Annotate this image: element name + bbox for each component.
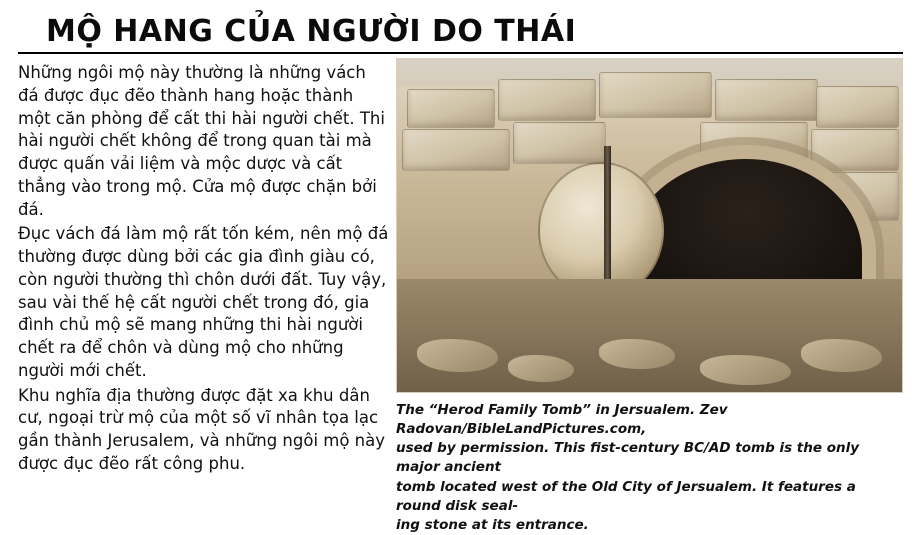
stone-block: [402, 129, 510, 171]
content-columns: [0, 56, 921, 533]
stone-block: [700, 122, 808, 161]
figure: [396, 58, 903, 535]
paragraph-2: Đục vách đá làm mộ rất tốn kém, nên mộ đá thường được dùng bởi các gia đình giàu có, còn người thường thì chôn dưới đất. Tuy vậy, sau vài thế hệ cất người chết trong đó, gia đình chủ mộ sẽ mang những thi hài người chết ra để chôn và dùng mộ cho những người mới chết.: [18, 224, 389, 380]
article-text-column: [18, 62, 390, 478]
tomb-photograph: [396, 58, 903, 393]
paragraph-1: Những ngôi mộ này thường là những vách đá được đục đẽo thành hang hoặc thành một căn phòng để cất thi hài người chết. Thi hài người chết không để trong quan tài mà được quấn vải liệm và mộc dược và cất thẳng vào trong mộ. Cửa mộ được chặn bởi đá.: [18, 63, 385, 219]
caption-line-4: ing stone at its entrance.: [396, 516, 589, 533]
metal-post: [604, 146, 611, 299]
figure-caption: [396, 401, 903, 535]
page-title: MỘ HANG CỦA NGƯỜI DO THÁI: [46, 14, 577, 49]
rubble-stone: [508, 355, 574, 382]
paragraph-3: Khu nghĩa địa thường được đặt xa khu dân cư, ngoại trừ mộ của một số vĩ nhân tọa lạc gần thành Jerusalem, và những ngôi mộ này được đục đẽo rất công phu.: [18, 385, 386, 474]
stone-block: [811, 129, 899, 171]
photo-ground: [397, 279, 902, 392]
stone-block: [816, 86, 899, 128]
caption-line-1: The “Herod Family Tomb” in Jersualem. Zev Radovan/BibleLandPictures.com,: [396, 402, 728, 438]
caption-line-3: tomb located west of the Old City of Jersualem. It features a round disk seal-: [396, 478, 856, 514]
stone-block: [513, 122, 606, 164]
stone-block: [715, 79, 818, 121]
caption-line-2: used by permission. This fist-century BC/AD tomb is the only major ancient: [396, 440, 860, 476]
stone-block: [407, 89, 495, 128]
stone-block: [498, 79, 596, 121]
title-divider: [18, 52, 903, 54]
stone-block: [599, 72, 712, 117]
